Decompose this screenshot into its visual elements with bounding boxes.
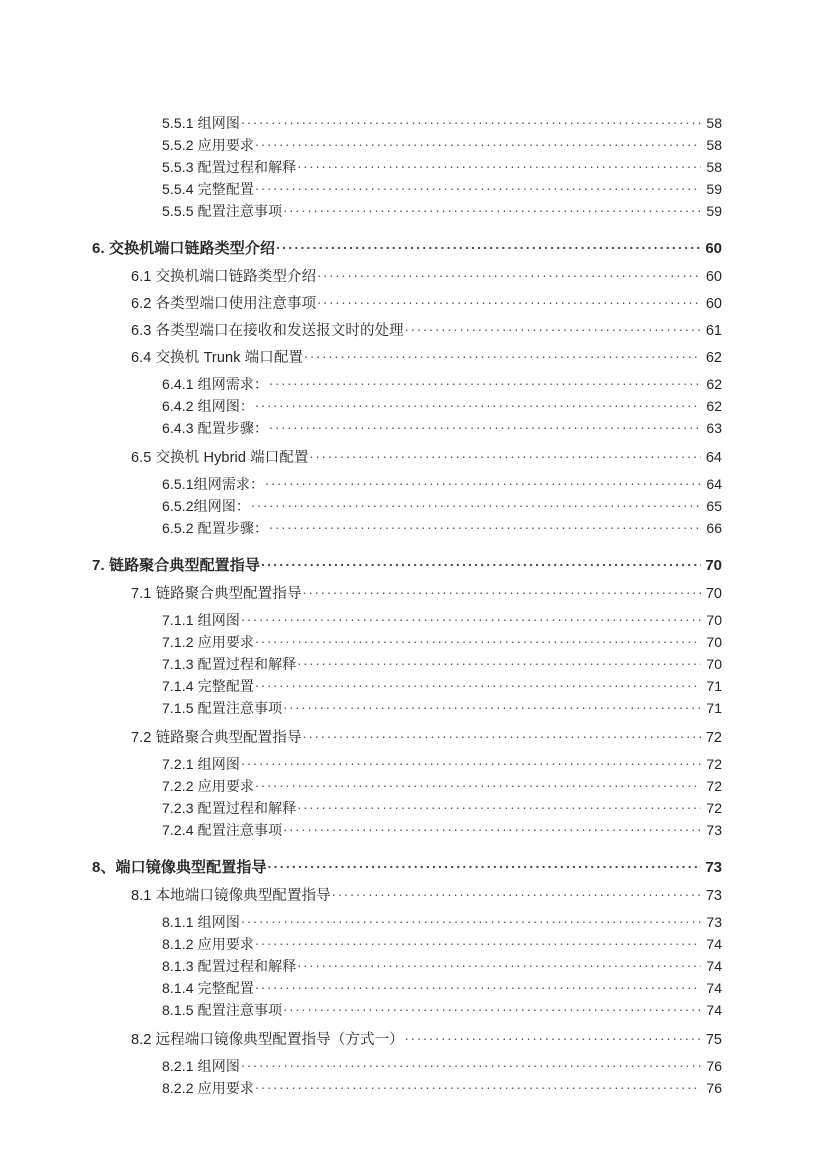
toc-entry-page-number: 58 [706, 115, 722, 131]
toc-entry-label: 7.1.5 配置注意事项 [162, 700, 283, 716]
toc-entry[interactable] [0, 856, 827, 877]
toc-entry-page-number: 59 [706, 203, 722, 219]
toc-entry-page-number: 70 [706, 656, 722, 672]
toc-dot-leader [405, 1028, 701, 1044]
toc-entry[interactable] [0, 1077, 827, 1099]
toc-dot-leader [317, 292, 701, 308]
toc-entry[interactable] [0, 178, 827, 200]
toc-entry-page-number: 70 [706, 634, 722, 650]
toc-entry-page-number: 62 [706, 376, 722, 392]
toc-entry-page-number: 72 [706, 756, 722, 772]
toc-entry-page-number: 58 [706, 137, 722, 153]
toc-entry-page-number: 70 [705, 557, 722, 574]
toc-entry-label: 5.5.3 配置过程和解释 [162, 159, 297, 175]
toc-entry-page-number: 65 [706, 498, 722, 514]
toc-entry[interactable] [0, 775, 827, 797]
toc-entry-label: 8、端口镜像典型配置指导 [92, 859, 267, 876]
toc-entry-page-number: 62 [705, 350, 722, 366]
toc-dot-leader [241, 112, 701, 128]
toc-dot-leader [265, 473, 701, 489]
toc-entry-page-number: 71 [706, 678, 722, 694]
toc-entry-label: 7.2 链路聚合典型配置指导 [131, 730, 302, 746]
toc-entry[interactable] [0, 609, 827, 631]
toc-entry-page-number: 74 [706, 958, 722, 974]
toc-entry[interactable] [0, 631, 827, 653]
toc-dot-leader [283, 819, 701, 835]
toc-dot-leader [297, 797, 701, 813]
toc-dot-leader [317, 265, 701, 281]
toc-entry[interactable] [0, 473, 827, 495]
toc-entry-label: 7. 链路聚合典型配置指导 [92, 557, 260, 574]
toc-entry-label: 8.1.1 组网图 [162, 914, 240, 930]
toc-dot-leader [297, 156, 701, 172]
toc-entry-label: 8.1.3 配置过程和解释 [162, 958, 297, 974]
toc-entry-label: 6. 交换机端口链路类型介绍 [92, 240, 276, 257]
toc-dot-leader [269, 417, 701, 433]
toc-dot-leader [332, 884, 701, 900]
toc-entry[interactable] [0, 417, 827, 439]
toc-entry[interactable] [0, 675, 827, 697]
toc-entry[interactable] [0, 797, 827, 819]
toc-entry[interactable] [0, 977, 827, 999]
toc-entry-page-number: 64 [706, 476, 722, 492]
toc-entry-label: 7.2.1 组网图 [162, 756, 240, 772]
toc-dot-leader [303, 582, 701, 598]
toc-entry-label: 8.1.5 配置注意事项 [162, 1002, 283, 1018]
toc-entry-page-number: 74 [706, 936, 722, 952]
toc-entry-label: 7.2.4 配置注意事项 [162, 822, 283, 838]
toc-dot-leader [283, 697, 701, 713]
toc-entry-page-number: 60 [705, 269, 722, 285]
toc-entry-page-number: 74 [706, 980, 722, 996]
toc-dot-leader [255, 933, 701, 949]
toc-entry-page-number: 60 [705, 296, 722, 312]
toc-entry-page-number: 72 [706, 778, 722, 794]
toc-entry-page-number: 72 [706, 800, 722, 816]
toc-entry-page-number: 70 [705, 586, 722, 602]
toc-entry-page-number: 71 [706, 700, 722, 716]
toc-entry[interactable] [0, 112, 827, 134]
toc-entry[interactable] [0, 237, 827, 258]
toc-entry[interactable] [0, 134, 827, 156]
toc-entry-page-number: 63 [706, 420, 722, 436]
toc-entry-label: 5.5.5 配置注意事项 [162, 203, 283, 219]
toc-entry-page-number: 73 [705, 888, 722, 904]
toc-dot-leader [405, 319, 701, 335]
toc-entry[interactable] [0, 697, 827, 719]
toc-entry-label: 6.1 交换机端口链路类型介绍 [131, 269, 317, 285]
toc-entry[interactable] [0, 933, 827, 955]
toc-entry[interactable] [0, 292, 827, 319]
toc-entry-label: 8.1.2 应用要求 [162, 936, 255, 952]
toc-dot-leader [269, 373, 701, 389]
toc-entry[interactable] [0, 955, 827, 977]
toc-dot-leader [241, 911, 701, 927]
toc-entry-page-number: 73 [705, 859, 722, 876]
toc-dot-leader [255, 178, 701, 194]
toc-entry[interactable] [0, 1055, 827, 1077]
toc-dot-leader [251, 495, 701, 511]
toc-entry[interactable] [0, 884, 827, 911]
toc-entry-label: 7.1.1 组网图 [162, 612, 240, 628]
toc-dot-leader [255, 395, 701, 411]
toc-entry-page-number: 76 [706, 1080, 722, 1096]
toc-entry[interactable] [0, 319, 827, 346]
toc-dot-leader [255, 631, 701, 647]
toc-entry-page-number: 76 [706, 1058, 722, 1074]
toc-entry-page-number: 66 [706, 520, 722, 536]
toc-dot-leader [241, 609, 701, 625]
toc-entry[interactable] [0, 395, 827, 417]
toc-entry-label: 7.1 链路聚合典型配置指导 [131, 586, 302, 602]
toc-entry-label: 7.2.2 应用要求 [162, 778, 255, 794]
toc-dot-leader [310, 446, 701, 462]
toc-entry-label: 6.4.1 组网需求： [162, 376, 269, 392]
toc-entry-page-number: 73 [706, 822, 722, 838]
toc-entry-page-number: 72 [705, 730, 722, 746]
toc-entry-label: 8.1.4 完整配置 [162, 980, 255, 996]
toc-entry[interactable] [0, 446, 827, 473]
toc-entry-label: 6.4 交换机 Trunk 端口配置 [131, 350, 304, 366]
toc-entry[interactable] [0, 200, 827, 222]
toc-entry[interactable] [0, 156, 827, 178]
toc-entry[interactable] [0, 911, 827, 933]
toc-entry-label: 7.1.3 配置过程和解释 [162, 656, 297, 672]
toc-dot-leader [297, 653, 701, 669]
toc-dot-leader [261, 554, 701, 570]
toc-dot-leader [255, 775, 701, 791]
toc-entry-label: 8.1 本地端口镜像典型配置指导 [131, 888, 331, 904]
toc-entry-label: 7.2.3 配置过程和解释 [162, 800, 297, 816]
toc-entry-page-number: 74 [706, 1002, 722, 1018]
toc-entry-label: 6.2 各类型端口使用注意事项 [131, 296, 317, 312]
toc-entry-label: 5.5.2 应用要求 [162, 137, 255, 153]
toc-dot-leader [304, 346, 701, 362]
toc-dot-leader [255, 675, 701, 691]
toc-entry-label: 5.5.4 完整配置 [162, 181, 255, 197]
toc-dot-leader [269, 517, 701, 533]
toc-entry-page-number: 60 [705, 240, 722, 257]
toc-entry[interactable] [0, 495, 827, 517]
toc-entry-label: 6.4.3 配置步骤： [162, 420, 269, 436]
toc-entry-label: 6.3 各类型端口在接收和发送报文时的处理 [131, 323, 404, 339]
toc-entry-label: 7.1.2 应用要求 [162, 634, 255, 650]
toc-entry-label: 5.5.1 组网图 [162, 115, 240, 131]
toc-entry-page-number: 62 [706, 398, 722, 414]
toc-entry[interactable] [0, 653, 827, 675]
toc-entry[interactable] [0, 999, 827, 1021]
toc-entry-label: 6.5.2组网图： [162, 498, 251, 514]
toc-entry[interactable] [0, 373, 827, 395]
toc-entry[interactable] [0, 554, 827, 575]
toc-entry-page-number: 64 [705, 450, 722, 466]
toc-entry-label: 6.5.1组网需求： [162, 476, 265, 492]
toc-dot-leader [255, 1077, 701, 1093]
toc-entry-label: 8.2.1 组网图 [162, 1058, 240, 1074]
toc-entry-label: 6.4.2 组网图： [162, 398, 255, 414]
toc-entry-label: 6.5 交换机 Hybrid 端口配置 [131, 450, 309, 466]
toc-entry[interactable] [0, 819, 827, 841]
toc-dot-leader [276, 237, 701, 253]
toc-entry[interactable] [0, 726, 827, 753]
toc-dot-leader [268, 856, 701, 872]
toc-dot-leader [241, 753, 701, 769]
toc-dot-leader [241, 1055, 701, 1071]
toc-entry[interactable] [0, 346, 827, 373]
toc-entry-page-number: 73 [706, 914, 722, 930]
table-of-contents [0, 112, 827, 1099]
toc-entry-label: 6.5.2 配置步骤： [162, 520, 269, 536]
toc-entry[interactable] [0, 1028, 827, 1055]
toc-entry-page-number: 75 [705, 1032, 722, 1048]
toc-entry[interactable] [0, 517, 827, 539]
toc-dot-leader [283, 999, 701, 1015]
toc-entry-label: 8.2 远程端口镜像典型配置指导（方式一） [131, 1032, 404, 1048]
toc-dot-leader [303, 726, 701, 742]
toc-entry-label: 8.2.2 应用要求 [162, 1080, 255, 1096]
toc-entry-page-number: 70 [706, 612, 722, 628]
toc-entry[interactable] [0, 582, 827, 609]
toc-dot-leader [255, 977, 701, 993]
toc-entry-page-number: 58 [706, 159, 722, 175]
toc-dot-leader [283, 200, 701, 216]
toc-dot-leader [255, 134, 701, 150]
toc-entry-page-number: 59 [706, 181, 722, 197]
toc-entry[interactable] [0, 265, 827, 292]
toc-entry-page-number: 61 [705, 323, 722, 339]
toc-entry[interactable] [0, 753, 827, 775]
toc-dot-leader [297, 955, 701, 971]
toc-entry-label: 7.1.4 完整配置 [162, 678, 255, 694]
